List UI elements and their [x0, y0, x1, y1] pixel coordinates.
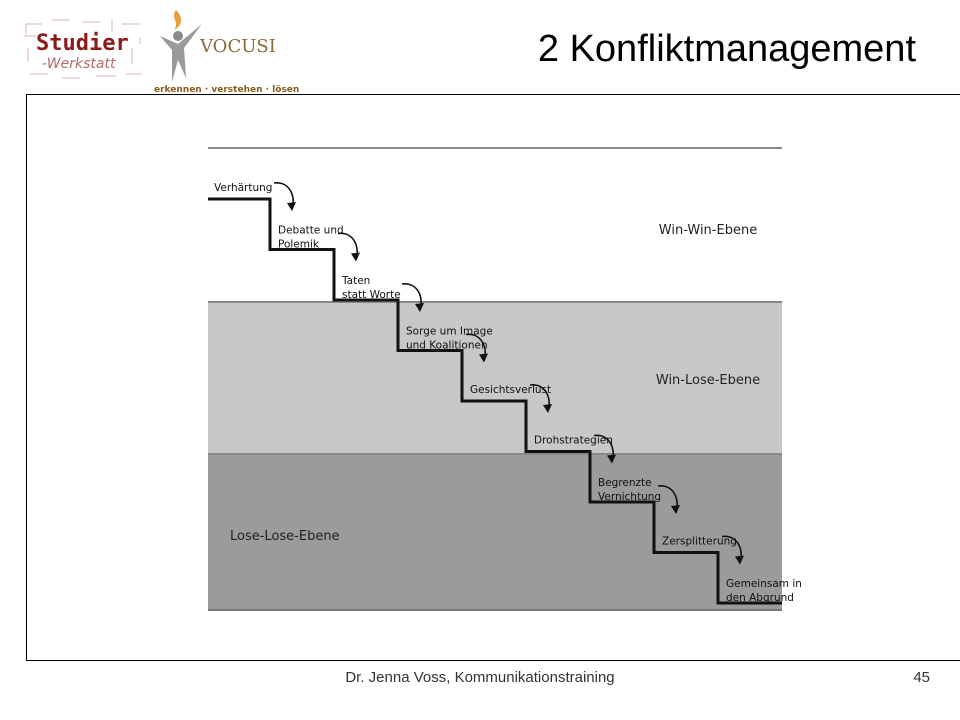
level-label: Lose-Lose-Ebene: [230, 529, 340, 544]
logo-tagline: erkennen · verstehen · lösen: [154, 85, 300, 95]
step-label: Polemik: [278, 238, 319, 251]
step-label: Vernichtung: [598, 491, 662, 503]
footer-author: Dr. Jenna Voss, Kommunikationstraining: [345, 669, 615, 686]
level-label: Win-Lose-Ebene: [655, 373, 761, 388]
step-label: den Abgrund: [726, 592, 794, 604]
logo-name: VOCUSI: [200, 36, 276, 57]
step-label: Gesichtsverlust: [470, 384, 552, 396]
step-label: Verhärtung: [214, 182, 273, 194]
step-label: statt Worte: [342, 289, 401, 301]
level-label: Win-Win-Ebene: [658, 223, 758, 238]
page-number: 45: [913, 669, 930, 686]
step-label: Sorge um Image: [406, 325, 493, 338]
slide-title: 2 Konfliktmanagement: [537, 28, 916, 70]
step-label: Drohstrategien: [534, 434, 613, 447]
step-label: und Koalitionen: [406, 339, 488, 352]
step-label: Begrenzte: [598, 477, 652, 489]
step-label: Debatte und: [278, 224, 344, 237]
logo-line1: Studier: [36, 31, 129, 56]
logo-line2: -Werkstatt: [42, 56, 116, 72]
step-label: Gemeinsam in: [726, 578, 802, 590]
step-label: Taten: [342, 275, 371, 287]
step-label: Zersplitterung: [662, 535, 737, 548]
